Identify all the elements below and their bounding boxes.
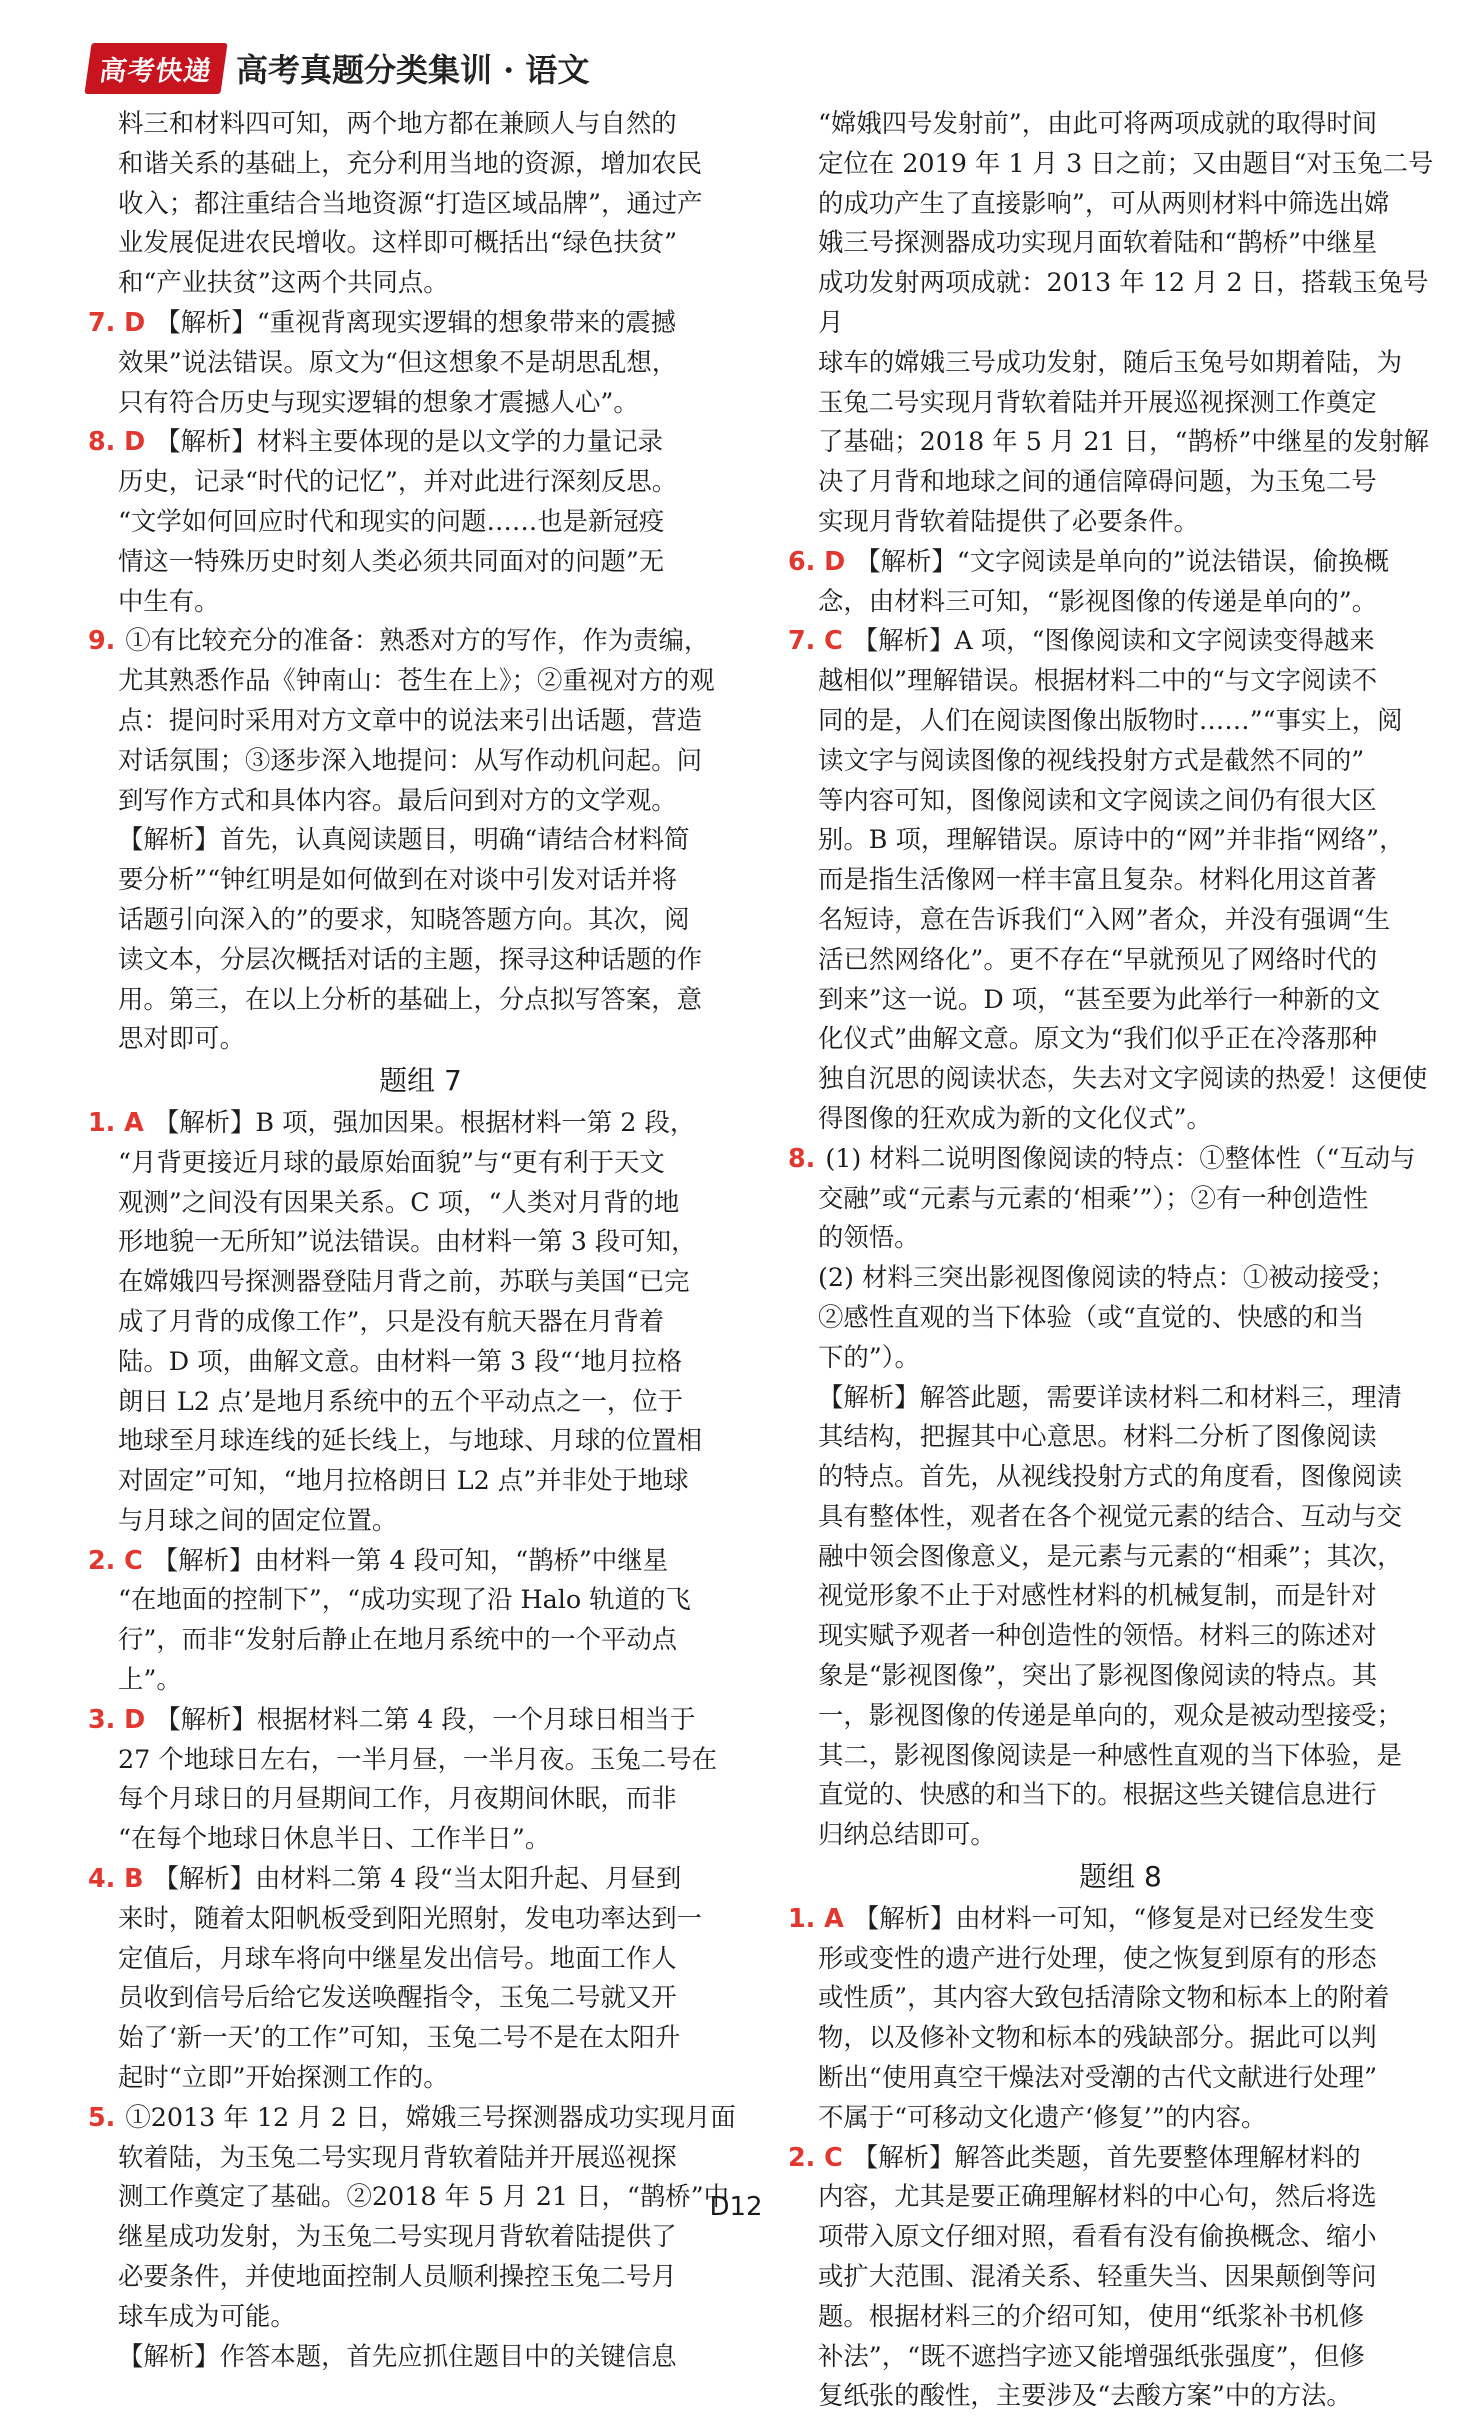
question-number: 1. A [788, 1902, 844, 1933]
answer-g7-2: 2. C 【解析】由材料一第 4 段可知，“鹊桥”中继星 “在地面的控制下”，“成功实现了沿 Halo 轨道的飞 行”，而非“发射后静止在地月系统中的一个平动点 上”。 [88, 1544, 691, 1695]
answer-g7-5: 5. ①2013 年 12 月 2 日，嫦娥三号探测器成功实现月面 软着陆，为玉兔二号实现月背软着陆并开展巡视探 测工作奠定了基础。②2018 年 5 月 21 日，“鹊桥”中 继星成功发射，为玉兔二号实现月背软着陆提供了 必要条件，并使地面控制人员顺利操控玉兔二号月 球车成为可能。 【解析】作答本题，首先应抓住题目中的关键信息 [88, 2101, 736, 2371]
answer-g7-1: 1. A 【解析】B 项，强加因果。根据材料一第 2 段， “月背更接近月球的最原始面貌”与“更有利于天文 观测”之间没有因果关系。C 项，“人类对月背的地 形地貌一无所知”说法错误。由材料一第 3 段可知， 在嫦娥四号探测器登陆月背之前，苏联与美国“已完 成了月背的成像工作”，只是没有航天器在月背着 陆。D 项，曲解文意。由材料一第 3 段“‘地月拉格 朗日 L2 点’是地月系统中的五个平动点之一，位于 地球至月球连线的延长线上，与地球、月球的位置相 对固定”可知，“地月拉格朗日 L2 点”并非处于地球 与月球之间的固定位置。 [88, 1106, 702, 1535]
question-number: 7. C [788, 625, 843, 656]
brand-logo: 高考快递 [84, 43, 227, 94]
answer-8: 8. D 【解析】材料主要体现的是以文学的力量记录 历史，记录“时代的记忆”，并对此进行深刻反思。 “文学如何回应时代和现实的问题……也是新冠疫 情这一特殊历史时刻人类必须共同面对的问题”无 中生有。 [88, 426, 678, 616]
question-number: 6. D [788, 545, 846, 576]
answer-g7-4: 4. B 【解析】由材料二第 4 段“当太阳升起、月昼到 来时，随着太阳帆板受到阳光照射，发电功率达到一 定值后，月球车将向中继星发出信号。地面工作人 员收到信号后给它发送唤醒指令，玉兔二号就又开 始了‘新一天’的工作”可知，玉兔二号不是在太阳升 起时“立即”开始探测工作的。 [88, 1863, 702, 2093]
question-number: 9. [88, 625, 116, 656]
book-title: 高考真题分类集训 · 语文 [236, 51, 590, 89]
answer-g7-8: 8. (1) 材料二说明图像阅读的特点：①整体性（“互动与 交融”或“元素与元素的‘相乘’”）；②有一种创造性 的领悟。 (2) 材料三突出影视图像阅读的特点：①被动接受； ②感性直观的当下体验（或“直觉的、快感的和当 下的”）。 【解析】解答此题，需要详读材料二和材料三，理清 其结构，把握其中心意思。材料二分析了图像阅读 的特点。首先，从视线投射方式的角度看，图像阅读 具有整体性，观者在各个视觉元素的结合、互动与交 融中领会图像意义，是元素与元素的“相乘”；其次， 视觉形象不止于对感性材料的机械复制，而是针对 现实赋予观者一种创造性的领悟。材料三的陈述对 象是“影视图像”，突出了影视图像阅读的特点。其 一，影视图像的传递是单向的，观众是被动型接受； 其二，影视图像阅读是一种感性直观的当下体验，是 直觉的、快感的和当下的。根据这些关键信息进行 归纳总结即可。 [788, 1142, 1416, 1850]
answer-g7-3: 3. D 【解析】根据材料二第 4 段，一个月球日相当于 27 个地球日左右，一半月昼，一半月夜。玉兔二号在 每个月球日的月昼期间工作，月夜期间休眠，而非 “在每个地球日休息半日、工作半日”。 [88, 1703, 717, 1854]
question-number: 4. B [88, 1863, 144, 1894]
answer-g8-2: 2. C 【解析】解答此类题，首先要整体理解材料的 内容，尤其是要正确理解材料的中心句，然后将选 项带入原文仔细对照，看看有没有偷换概念、缩小 或扩大范围、混淆关系、轻重失当、因果颠倒等问 题。根据材料三的介绍可知，使用“纸浆补书机修 补法”，“既不遮挡字迹又能增强纸张强度”，但修 复纸张的酸性，主要涉及“去酸方案”中的方法。 [788, 2141, 1377, 2411]
question-number: 5. [88, 2101, 116, 2132]
question-number: 7. D [88, 306, 146, 337]
question-number: 8. D [88, 426, 146, 457]
left-column [88, 104, 753, 2376]
question-number: 3. D [88, 1703, 146, 1734]
answer-g8-1: 1. A 【解析】由材料一可知，“修复是对已经发生变 形或变性的遗产进行处理，使之恢复到原有的形态 或性质”，其内容大致包括清除文物和标本上的附着 物，以及修补文物和标本的残缺部分。据此可以判 断出“使用真空干燥法对受潮的古代文献进行处理” 不属于“可移动文化遗产‘修复’”的内容。 [788, 1902, 1390, 2132]
answer-g7-6: 6. D 【解析】“文字阅读是单向的”说法错误，偷换概 念，由材料三可知，“影视图像的传递是单向的”。 [788, 545, 1390, 616]
continued-text: “嫦娥四号发射前”，由此可将两项成就的取得时间 定位在 2019 年 1 月 3 日之前；又由题目“对玉兔二号 的成功产生了直接影响”，可从两则材料中筛选出嫦 娥三号探测器成功实现月面软着陆和“鹊桥”中继星 成功发射两项成就：2013 年 12 月 2 日，搭载玉兔号月 球车的嫦娥三号成功发射，随后玉兔号如期着陆，为 玉兔二号实现月背软着陆并开展巡视探测工作奠定 了基础；2018 年 5 月 21 日，“鹊桥”中继星的发射解 决了月背和地球之间的通信障碍问题，为玉兔二号 实现月背软着陆提供了必要条件。 [818, 108, 1434, 536]
group-title: 题组 8 [1079, 1860, 1162, 1894]
answer-g7-7: 7. C 【解析】A 项，“图像阅读和文字阅读变得越来 越相似”理解错误。根据材料二中的“与文字阅读不 同的是，人们在阅读图像出版物时……”“事实上，阅 读文字与阅读图像的视线投射方式是截然不同的” 等内容可知，图像阅读和文字阅读之间仍有很大区 别。B 项，理解错误。原诗中的“网”并非指“网络”， 而是指生活像网一样丰富且复杂。材料化用这首著 名短诗，意在告诉我们“入网”者众，并没有强调“生 活已然网络化”。更不存在“早就预见了网络时代的 到来”这一说。D 项，“甚至要为此举行一种新的文 化仪式”曲解文意。原文为“我们似乎正在冷落那种 独自沉思的阅读状态，失去对文字阅读的热爱！这便使 得图像的狂欢成为新的文化仪式”。 [788, 625, 1428, 1133]
page-header [88, 40, 589, 96]
group-title: 题组 7 [379, 1064, 462, 1098]
right-column [788, 104, 1453, 2416]
page-number: D12 [709, 2192, 763, 2222]
answer-9: 9. ①有比较充分的准备：熟悉对方的写作，作为责编， 尤其熟悉作品《钟南山：苍生在上》；②重视对方的观 点：提问时采用对方文章中的说法来引出话题，营造 对话氛围；③逐步深入地提问：从写作动机问起。问 到写作方式和具体内容。最后问到对方的文学观。 【解析】首先，认真阅读题目，明确“请结合材料简 要分析”“钟红明是如何做到在对谈中引发对话并将 话题引向深入的”的要求，知晓答题方向。其次，阅 读文本，分层次概括对话的主题，探寻这种话题的作 用。第三，在以上分析的基础上，分点拟写答案，意 思对即可。 [88, 625, 715, 1054]
question-number: 2. C [88, 1544, 143, 1575]
question-number: 8. [788, 1142, 816, 1173]
intro-text: 料三和材料四可知，两个地方都在兼顾人与自然的 和谐关系的基础上，充分利用当地的资源，增加农民 收入；都注重结合当地资源“打造区域品牌”，通过产 业发展促进农民增收。这样即可概括出“绿色扶贫” 和“产业扶贫”这两个共同点。 [118, 108, 703, 298]
answer-7: 7. D 【解析】“重视背离现实逻辑的想象带来的震撼 效果”说法错误。原文为“但这想象不是胡思乱想， 只有符合历史与现实逻辑的想象才震撼人心”。 [88, 306, 678, 417]
question-number: 1. A [88, 1106, 144, 1137]
question-number: 2. C [788, 2141, 843, 2172]
